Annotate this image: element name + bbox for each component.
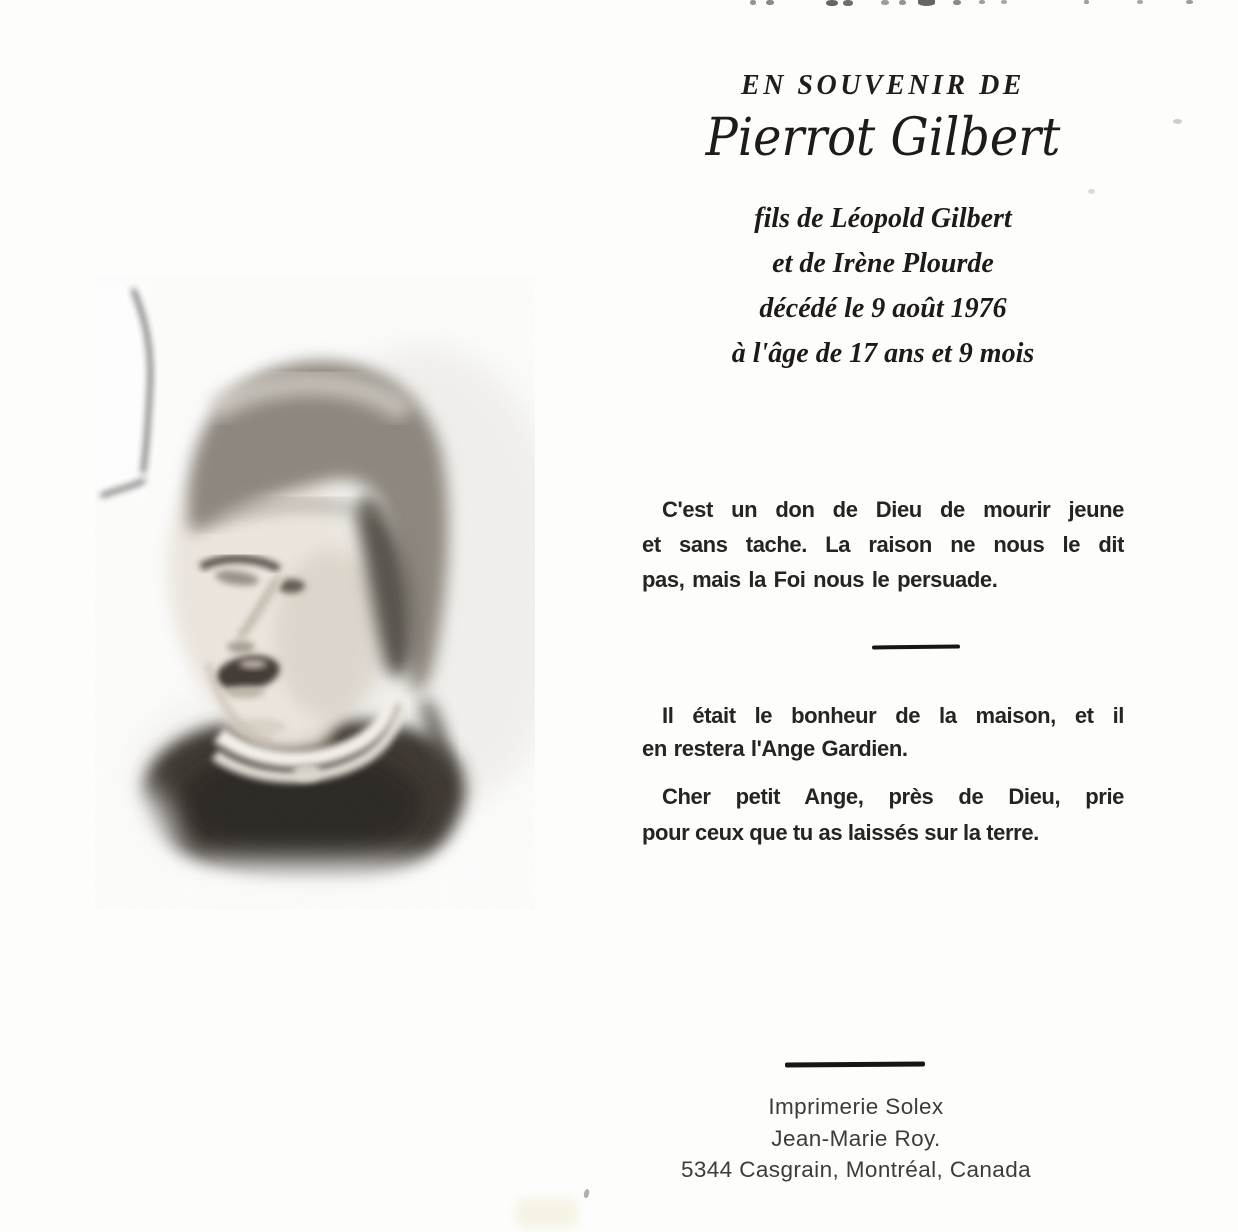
quote-paragraph bbox=[642, 699, 1124, 765]
quote-paragraph bbox=[642, 492, 1124, 597]
parent-line: fils de Léopold Gilbert bbox=[754, 203, 1012, 234]
deceased-name: Pierrot Gilbert bbox=[705, 108, 1061, 168]
imprint-line: Jean-Marie Roy. bbox=[771, 1125, 941, 1151]
ink-speck bbox=[1001, 0, 1007, 4]
ink-speck bbox=[583, 1188, 591, 1198]
age-line: à l'âge de 17 ans et 9 mois bbox=[731, 338, 1035, 369]
memorial-heading: EN SOUVENIR DE bbox=[741, 70, 1025, 101]
ink-speck bbox=[1137, 0, 1143, 4]
ink-speck bbox=[899, 0, 906, 5]
ink-speck bbox=[1186, 0, 1193, 4]
quote-line: C'est un don de Dieu de mourir jeune bbox=[662, 497, 1124, 522]
quote-paragraph bbox=[642, 779, 1124, 851]
quote-line: en restera l'Ange Gardien. bbox=[642, 736, 908, 761]
ink-speck bbox=[881, 0, 889, 5]
imprint-line: Imprimerie Solex bbox=[768, 1094, 944, 1119]
imprint-line: 5344 Casgrain, Montréal, Canada bbox=[680, 1157, 1032, 1182]
ink-speck bbox=[766, 0, 774, 5]
quote-line: pour ceux que tu as laissés sur la terre. bbox=[642, 820, 1039, 845]
quote-line: pas, mais la Foi nous le persuade. bbox=[642, 567, 998, 592]
ink-speck bbox=[1088, 189, 1095, 194]
printer-imprint bbox=[656, 1091, 1056, 1186]
paper-stain bbox=[516, 1198, 578, 1228]
vitals-block bbox=[641, 196, 1125, 376]
ink-speck bbox=[953, 0, 961, 5]
divider-rule bbox=[785, 1062, 925, 1068]
photo-grain-overlay bbox=[95, 275, 535, 910]
ink-speck bbox=[826, 0, 838, 6]
death-date-line: décédé le 9 août 1976 bbox=[759, 293, 1007, 324]
ink-speck bbox=[750, 0, 756, 5]
ink-speck bbox=[1173, 119, 1182, 124]
quote-line: Cher petit Ange, près de Dieu, prie bbox=[662, 784, 1124, 809]
ink-speck bbox=[918, 0, 935, 6]
quote-line: Il était le bonheur de la maison, et il bbox=[662, 703, 1124, 728]
ink-speck bbox=[979, 0, 985, 4]
divider-rule bbox=[872, 645, 960, 650]
quote-line: et sans tache. La raison ne nous le dit bbox=[642, 532, 1124, 557]
portrait-photo bbox=[95, 275, 535, 910]
ink-speck bbox=[843, 0, 853, 6]
ink-speck bbox=[1084, 0, 1089, 4]
parent-line: et de Irène Plourde bbox=[772, 248, 994, 279]
